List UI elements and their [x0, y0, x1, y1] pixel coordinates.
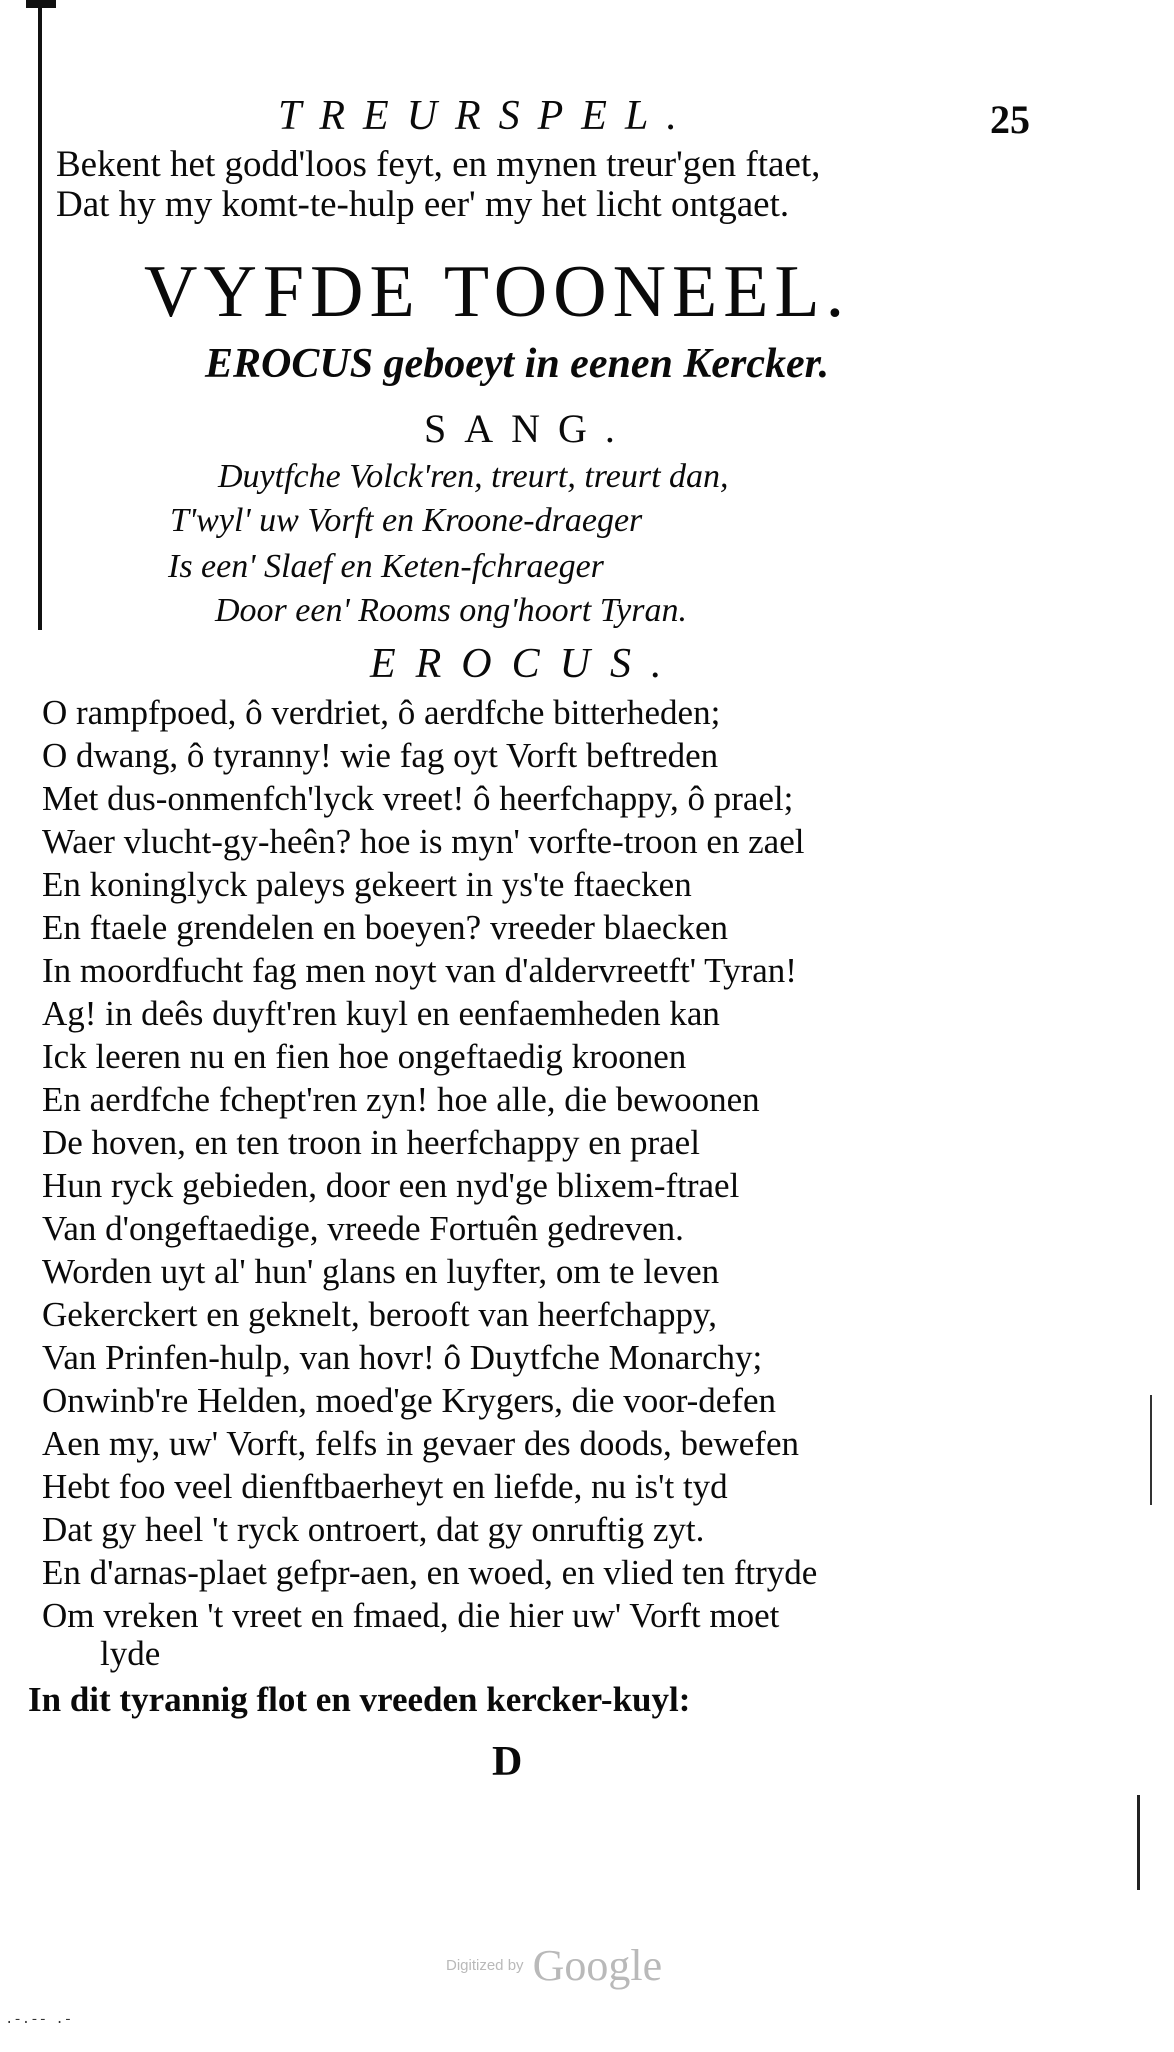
signature-mark: D	[492, 1739, 523, 1785]
verse-line: In dit tyrannig flot en vreeden kercker-kuyl:	[28, 1680, 691, 1719]
digitized-by-label: Digitized by	[446, 1957, 524, 1974]
verse-line: Aen my, uw' Vorft, felfs in gevaer des doods, bewefen	[42, 1424, 799, 1463]
verse-line: O rampfpoed, ô verdriet, ô aerdfche bitterheden;	[42, 693, 721, 732]
verse-line: Waer vlucht-gy-heên? hoe is myn' vorfte-troon en zael	[42, 822, 805, 861]
verse-line: Van Prinfen-hulp, van hovr! ô Duytfche Monarchy;	[42, 1338, 763, 1377]
verse-line: En d'arnas-plaet gefpr-aen, en woed, en vlied ten ftryde	[42, 1553, 818, 1592]
running-title: TREURSPEL.	[278, 93, 695, 139]
song-line: Duytfche Volck'ren, treurt, treurt dan,	[218, 458, 729, 495]
verse-line: Ick leeren nu en fien hoe ongeftaedig kroonen	[42, 1037, 687, 1076]
verse-line: Onwinb're Helden, moed'ge Krygers, die voor-defen	[42, 1381, 777, 1420]
verse-line: En ftaele grendelen en boeyen? vreeder blaecken	[42, 908, 728, 947]
verse-line: Ag! in deês duyft'ren kuyl en eenfaemheden kan	[42, 994, 720, 1033]
verse-line: Om vreken 't vreet en fmaed, die hier uw' Vorft moet	[42, 1596, 780, 1635]
verse-line: Met dus-onmenfch'lyck vreet! ô heerfchappy, ô prael;	[42, 779, 794, 818]
right-margin-mark	[1137, 1795, 1140, 1890]
scene-title: VYFDE TOONEEL.	[144, 251, 851, 333]
verse-line: Dat gy heel 't ryck ontroert, dat gy onruftig zyt.	[42, 1510, 705, 1549]
verse-line: De hoven, en ten troon in heerfchappy en prael	[42, 1123, 700, 1162]
scan-artifact: .-.-- .-	[5, 2012, 73, 2028]
digitized-watermark	[446, 1940, 662, 1991]
verse-line: Hebt foo veel dienftbaerheyt en liefde, nu is't tyd	[42, 1467, 728, 1506]
verse-line: Dat hy my komt-te-hulp eer' my het licht ontgaet.	[56, 184, 790, 225]
verse-line: En koninglyck paleys gekeert in ys'te ftaecken	[42, 865, 692, 904]
verse-line-overflow: lyde	[100, 1634, 161, 1673]
page-header	[0, 92, 1174, 142]
page-number: 25	[990, 97, 1030, 142]
speaker-name: EROCUS.	[370, 641, 682, 687]
song-line: T'wyl' uw Vorft en Kroone-draeger	[170, 502, 643, 539]
verse-line: Bekent het godd'loos feyt, en mynen treur'gen ftaet,	[56, 144, 821, 185]
verse-line: In moordfucht fag men noyt van d'aldervreetft' Tyran!	[42, 951, 797, 990]
song-line: Door een' Rooms ong'hoort Tyran.	[215, 592, 687, 629]
stage-direction: EROCUS geboeyt in eenen Kercker.	[205, 341, 830, 387]
verse-line: Van d'ongeftaedige, vreede Fortuên gedreven.	[42, 1209, 684, 1248]
google-logo: Google	[532, 1941, 663, 1990]
verse-line: Worden uyt al' hun' glans en luyfter, om te leven	[42, 1252, 720, 1291]
verse-line: Hun ryck gebieden, door een nyd'ge blixem-ftrael	[42, 1166, 740, 1205]
song-heading: SANG.	[424, 406, 633, 451]
verse-line: Gekerckert en geknelt, berooft van heerfchappy,	[42, 1295, 718, 1334]
verse-line: O dwang, ô tyranny! wie fag oyt Vorft beftreden	[42, 736, 719, 775]
song-line: Is een' Slaef en Keten-fchraeger	[168, 548, 604, 585]
right-margin-mark	[1150, 1395, 1152, 1505]
verse-line: En aerdfche fchept'ren zyn! hoe alle, die bewoonen	[42, 1080, 760, 1119]
